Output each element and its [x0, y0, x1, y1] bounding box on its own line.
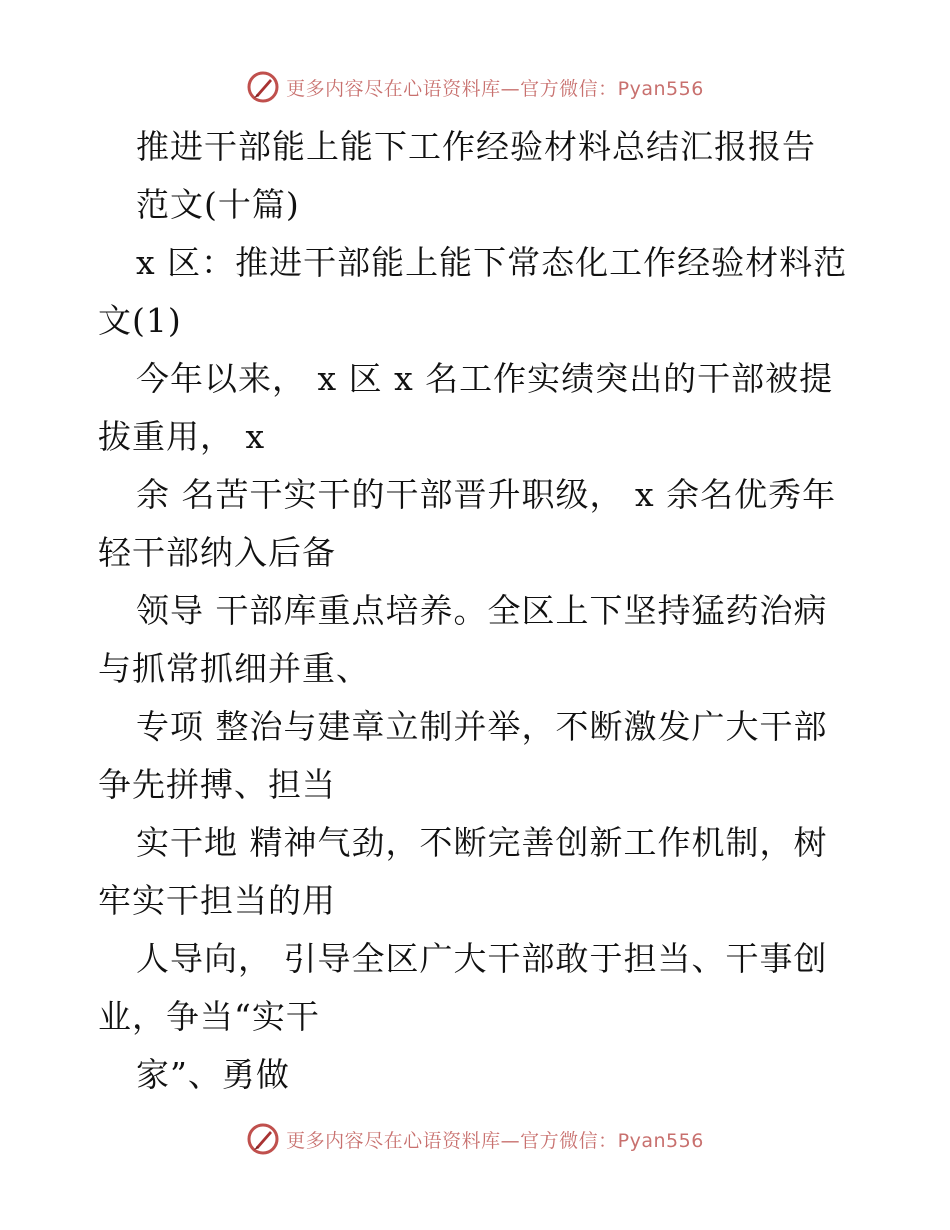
paragraph-line: 牢实干担当的用 [98, 881, 336, 920]
footer-banner [0, 1122, 950, 1156]
paragraph-line: 领导 干部库重点培养。全区上下坚持猛药治病 [136, 591, 828, 630]
section-heading-line-1: x 区：推进干部能上能下常态化工作经验材料范 [136, 243, 848, 282]
header-site-text: 更多内容尽在心语资料库—官方微信：Pyan556 [286, 77, 704, 100]
paragraph-line: 人导向， 引导全区广大干部敢于担当、干事创 [136, 939, 828, 978]
section-heading-line-2: 文(1) [98, 301, 182, 340]
paragraph-line: 实干地 精神气劲，不断完善创新工作机制，树 [136, 823, 828, 862]
paragraph-line: 今年以来， x 区 x 名工作实绩突出的干部被提 [136, 359, 834, 398]
paragraph-line: 与抓常抓细并重、 [98, 649, 370, 688]
paragraph-line: 余 名苦干实干的干部晋升职级， x 余名优秀年 [136, 475, 837, 514]
quill-pen-logo-icon [246, 1122, 280, 1156]
paragraph-line: 拔重用， x [98, 417, 266, 456]
footer-site-text: 更多内容尽在心语资料库—官方微信：Pyan556 [286, 1129, 704, 1152]
document-body [98, 118, 858, 1104]
paragraph-line: 轻干部纳入后备 [98, 533, 336, 572]
paragraph-line: 专项 整治与建章立制并举，不断激发广大干部 [136, 707, 828, 746]
title-line-2: 范文(十篇) [136, 185, 300, 224]
paragraph-line: 家”、勇做 [136, 1055, 290, 1094]
title-line-1: 推进干部能上能下工作经验材料总结汇报报告 [136, 127, 816, 166]
paragraph-line: 争先拼搏、担当 [98, 765, 336, 804]
paragraph-line: 业，争当“实干 [98, 997, 320, 1036]
header-banner [0, 70, 950, 104]
quill-pen-logo-icon [246, 70, 280, 104]
